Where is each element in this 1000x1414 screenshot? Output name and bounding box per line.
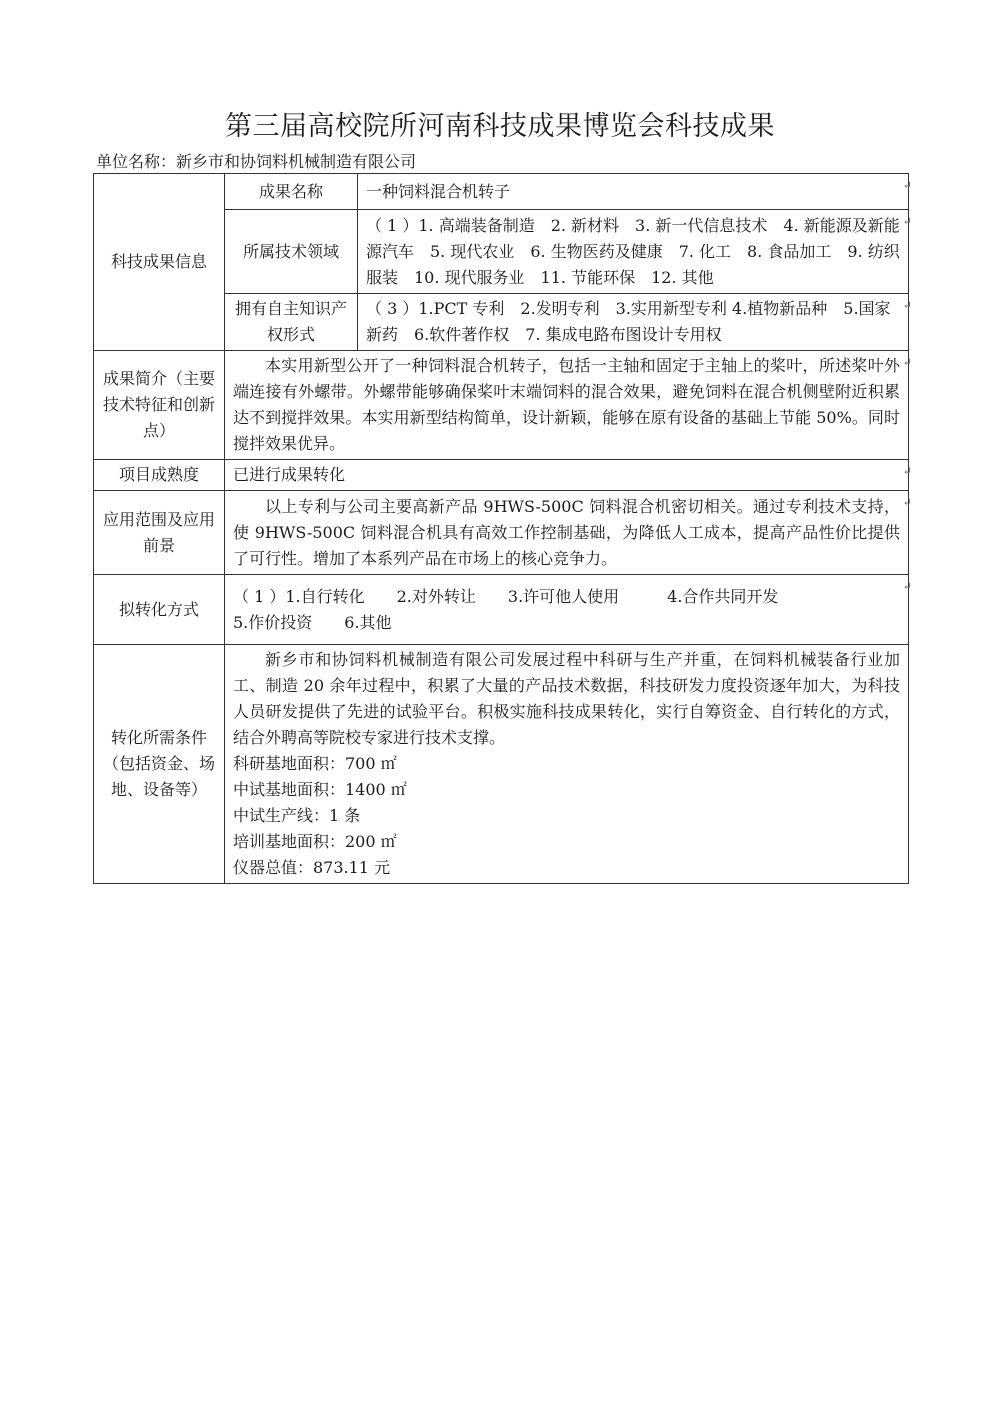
paragraph-mark-icon: ↵ (902, 215, 912, 228)
paragraph-mark-icon: ↵ (902, 496, 912, 509)
paragraph-mark-icon: ↵ (902, 465, 912, 478)
unit-name-value: 新乡市和协饲料机械制造有限公司 (176, 152, 417, 171)
row-summary (94, 351, 909, 460)
row-achievement-name (94, 174, 909, 210)
tech-field-value (358, 210, 912, 294)
conditions-line-instrument-value: 仪器总值：873.11 元 (233, 858, 391, 877)
summary-text: 本实用新型公开了一种饲料混合机转子，包括一主轴和固定于主轴上的桨叶，所述桨叶外端连接有外螺带。外螺带能够确保桨叶末端饲料的混合效果，避免饲料在混合机侧壁附近积累达不到搅拌效果。本实用新型结构简单，设计新颖，能够在原有设备的基础上节能 50%。同时搅拌效果优异。 (233, 356, 900, 453)
row-application (94, 491, 909, 575)
row-conditions (94, 645, 909, 884)
summary-cell (225, 351, 912, 460)
achievement-name-label: 成果名称 (225, 174, 358, 210)
conditions-line-research-area: 科研基地面积：700 ㎡ (233, 754, 397, 773)
paragraph-mark-icon: ↵ (902, 356, 912, 369)
conditions-text: 新乡市和协饲料机械制造有限公司发展过程中科研与生产并重，在饲料机械装备行业加工、制造 20 余年过程中，积累了大量的产品技术数据，科技研发力度投资逐年加大，为科技人员研发提供了先进的试验平台。积极实施科技成果转化，实行自筹资金、自行转化的方式，结合外聘高等院校专家进行技术支撑。 (233, 650, 900, 747)
unit-name-label: 单位名称： (96, 152, 177, 171)
transfer-label: 拟转化方式 (94, 575, 225, 645)
conditions-line-pilot-area: 中试基地面积：1400 ㎡ (233, 780, 407, 799)
row-maturity (94, 460, 909, 491)
conditions-label: 转化所需条件（包括资金、场地、设备等） (94, 645, 225, 884)
transfer-line-1: （ 1 ）1.自行转化 2.对外转让 3.许可他人使用 4.合作共同开发 (233, 586, 779, 606)
row-transfer (94, 575, 909, 645)
paragraph-mark-icon: ↵ (902, 299, 912, 312)
tech-field-label: 所属技术领域 (225, 210, 358, 294)
conditions-line-pilot-line: 中试生产线：1 条 (233, 806, 361, 825)
summary-label: 成果简介（主要技术特征和创新点） (94, 351, 225, 460)
achievement-name-value (358, 174, 912, 210)
unit-name-line (96, 149, 416, 172)
application-cell (225, 491, 912, 575)
ip-form-label: 拥有自主知识产权形式 (225, 294, 358, 351)
conditions-line-training-area: 培训基地面积：200 ㎡ (233, 832, 397, 851)
tech-field-text: （ 1 ）1. 高端装备制造 2. 新材料 3. 新一代信息技术 4. 新能源及新能源汽车 5. 现代农业 6. 生物医药及健康 7. 化工 8. 食品加工 9. 纺织服装 10. 现代服务业 11. 节能环保 12. 其他 (366, 215, 900, 287)
application-text: 以上专利与公司主要高新产品 9HWS-500C 饲料混合机密切相关。通过专利技术支持，使 9HWS-500C 饲料混合机具有高效工作控制基础，为降低人工成本，提高产品性价比提供了可行性。增加了本系列产品在市场上的核心竞争力。 (233, 496, 900, 568)
maturity-label: 项目成熟度 (94, 460, 225, 491)
conditions-cell (225, 645, 909, 884)
paragraph-mark-icon: ↵ (902, 580, 912, 593)
maturity-value: 已进行成果转化 (233, 465, 346, 484)
section-info-label: 科技成果信息 (94, 174, 225, 351)
achievement-table (93, 173, 912, 884)
document-title: 第三届高校院所河南科技成果博览会科技成果 (225, 111, 775, 142)
transfer-cell (225, 575, 912, 645)
paragraph-mark-icon: ↵ (902, 179, 912, 192)
ip-form-text: （ 3 ）1.PCT 专利 2.发明专利 3.实用新型专利 4.植物新品种 5.国家新药 6.软件著作权 7. 集成电路布图设计专用权 (366, 299, 891, 344)
transfer-line-2: 5.作价投资 6.其他 (233, 612, 392, 632)
achievement-name-text: 一种饲料混合机转子 (366, 181, 511, 201)
ip-form-value (358, 294, 912, 351)
application-label: 应用范围及应用前景 (94, 491, 225, 575)
maturity-cell (225, 460, 912, 491)
